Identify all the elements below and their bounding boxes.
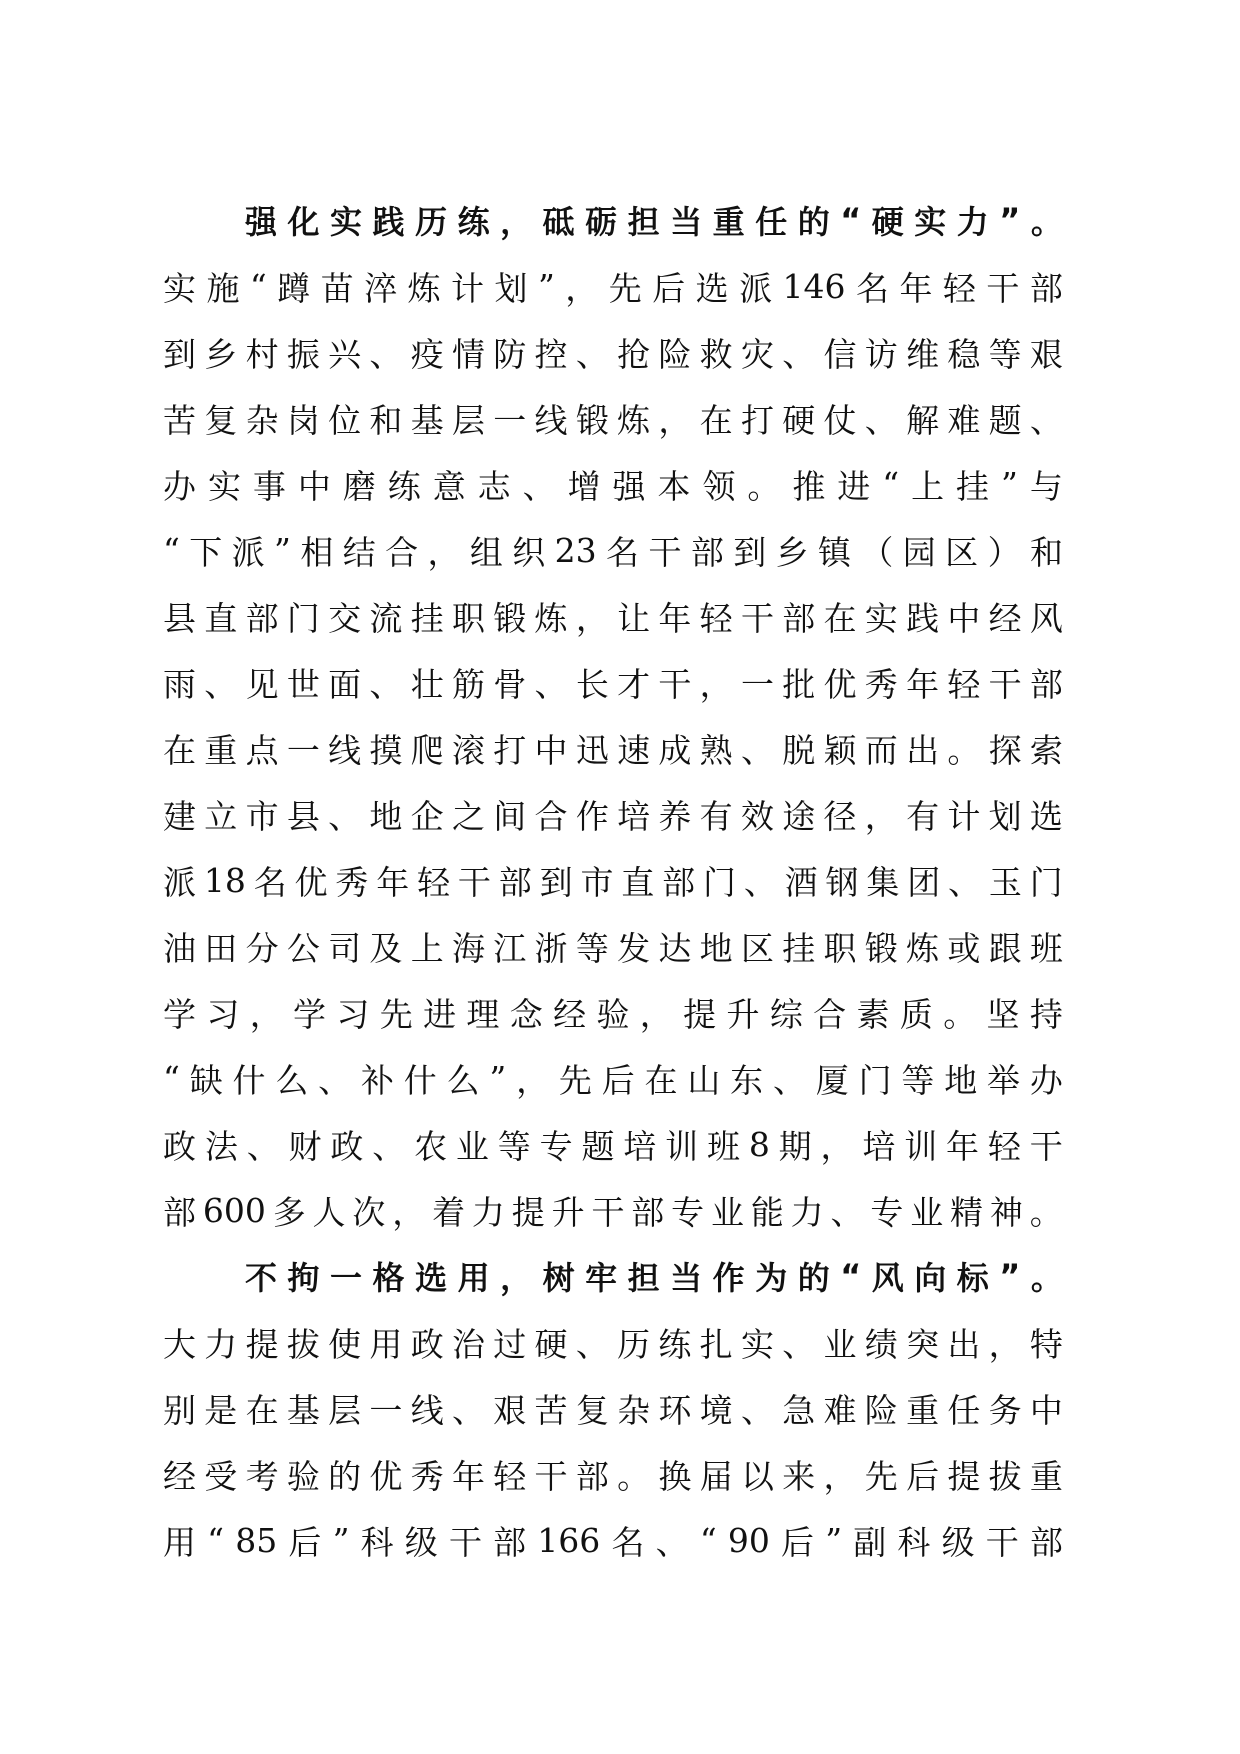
paragraph-line: 到 乡 村 振 兴 、 疫 情 防 控 、 抢 险 救 灾 、 信 访 维 稳 等 艰 xyxy=(163,334,1063,374)
paragraph-line: 别 是 在 基 层 一 线 、 艰 苦 复 杂 环 境 、 急 难 险 重 任 务 中 xyxy=(163,1390,1063,1430)
paragraph-line: 县 直 部 门 交 流 挂 职 锻 炼 ， 让 年 轻 干 部 在 实 践 中 经 风 xyxy=(163,598,1063,638)
paragraph-line: 学 习 ， 学 习 先 进 理 念 经 验 ， 提 升 综 合 素 质 。 坚 持 xyxy=(163,994,1063,1034)
paragraph-line: 办 实 事 中 磨 练 意 志 、 增 强 本 领 。 推 进 “ 上 挂 ” 与 xyxy=(163,464,1063,506)
section-heading-practice: 强 化 实 践 历 练 ， 砥 砺 担 当 重 任 的 “ 硬 实 力 ” 。 xyxy=(245,201,1063,241)
paragraph-line: 政 法 、 财 政 、 农 业 等 专 题 培 训 班 8 期 ， 培 训 年 轻 干 xyxy=(163,1124,1063,1166)
paragraph-line: 实 施 “ 蹲 苗 淬 炼 计 划 ” ， 先 后 选 派 146 名 年 轻 干 部 xyxy=(163,266,1063,308)
paragraph-line: 用 “ 85 后 ” 科 级 干 部 166 名 、 “ 90 后 ” 副 科 级 干 部 xyxy=(163,1520,1063,1562)
paragraph-line: 在 重 点 一 线 摸 爬 滚 打 中 迅 速 成 熟 、 脱 颖 而 出 。 探 索 xyxy=(163,730,1063,770)
section-heading-selection: 不 拘 一 格 选 用 ， 树 牢 担 当 作 为 的 “ 风 向 标 ” 。 xyxy=(245,1257,1063,1297)
paragraph-line: 苦 复 杂 岗 位 和 基 层 一 线 锻 炼 ， 在 打 硬 仗 、 解 难 题 、 xyxy=(163,400,1063,440)
paragraph-line: 大 力 提 拔 使 用 政 治 过 硬 、 历 练 扎 实 、 业 绩 突 出 ， 特 xyxy=(163,1324,1063,1364)
paragraph-line: 派 18 名 优 秀 年 轻 干 部 到 市 直 部 门 、 酒 钢 集 团 、 玉 门 xyxy=(163,860,1063,902)
paragraph-line: 油 田 分 公 司 及 上 海 江 浙 等 发 达 地 区 挂 职 锻 炼 或 跟 班 xyxy=(163,928,1063,968)
paragraph-line: 雨 、 见 世 面 、 壮 筋 骨 、 长 才 干 ， 一 批 优 秀 年 轻 干 部 xyxy=(163,664,1063,704)
paragraph-line: “ 下 派 ” 相 结 合 ， 组 织 23 名 干 部 到 乡 镇 （ 园 区 ） 和 xyxy=(163,530,1063,572)
paragraph-line: 建 立 市 县 、 地 企 之 间 合 作 培 养 有 效 途 径 ， 有 计 划 选 xyxy=(163,796,1063,836)
paragraph-line: 部 600 多 人 次 ， 着 力 提 升 干 部 专 业 能 力 、 专 业 精 神 。 xyxy=(163,1190,1063,1232)
paragraph-line: 经 受 考 验 的 优 秀 年 轻 干 部 。 换 届 以 来 ， 先 后 提 拔 重 xyxy=(163,1456,1063,1496)
paragraph-line: “ 缺 什 么 、 补 什 么 ” ， 先 后 在 山 东 、 厦 门 等 地 举 办 xyxy=(163,1058,1063,1100)
